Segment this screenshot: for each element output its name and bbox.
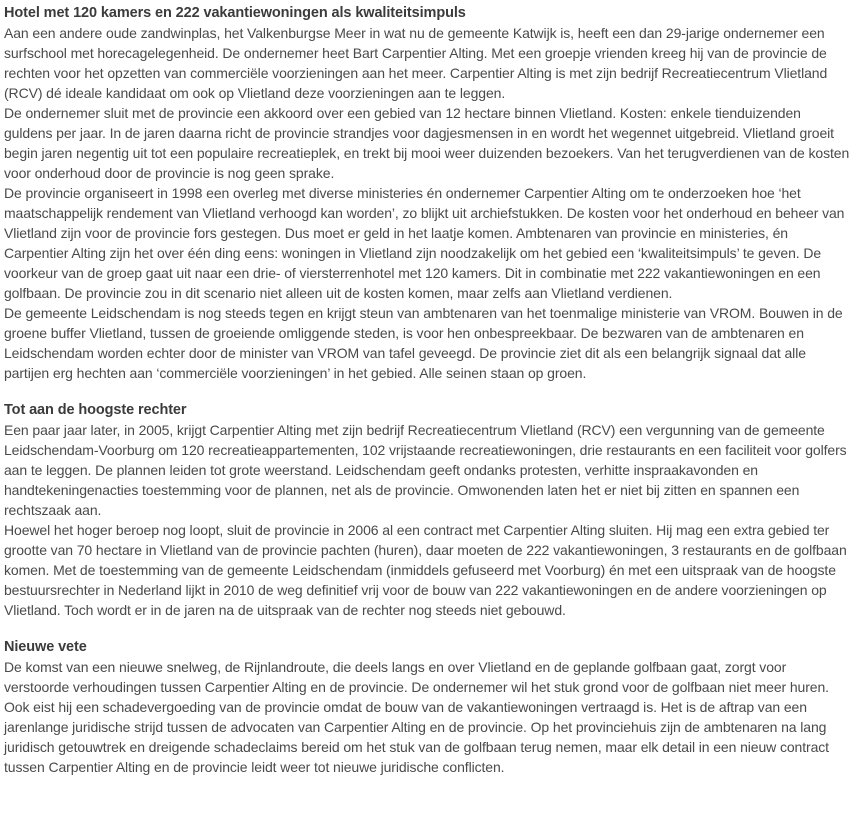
article-section-nieuwe-vete <box>4 637 850 777</box>
paragraph: De komst van een nieuwe snelweg, de Rijnlandroute, die deels langs en over Vlietland en de geplande golfbaan gaat, zorgt voor verstoorde verhoudingen tussen Carpentier Alting en de provincie. De ondernemer wil het stuk grond voor de golfbaan niet meer huren. Ook eist hij een schadevergoeding van de provincie omdat de bouw van de vakantiewoningen vertraagd is. Het is de aftrap van een jarenlange juridische strijd tussen de advocaten van Carpentier Alting en de provincie. Op het provinciehuis zijn de ambtenaren na lang juridisch getouwtrek en dreigende schadeclaims bereid om het stuk van de golfbaan terug nemen, maar elk detail in een nieuw contract tussen Carpentier Alting en de provincie leidt weer tot nieuwe juridische conflicten. <box>4 659 829 775</box>
paragraph: Aan een andere oude zandwinplas, het Valkenburgse Meer in wat nu de gemeente Katwijk is, heeft een dan 29-jarige ondernemer een surfschool met horecagelegenheid. De ondernemer heet Bart Carpentier Alting. Met een groepje vrienden kreeg hij van de provincie de rechten voor het opzetten van commerciële voorzieningen aan het meer. Carpentier Alting is met zijn bedrijf Recreatiecentrum Vlietland (RCV) dé ideale kandidaat om ook op Vlietland deze voorzieningen aan te leggen. <box>4 25 828 101</box>
section-heading: Nieuwe vete <box>4 639 87 655</box>
article-section-hotel <box>4 3 850 383</box>
paragraph: Een paar jaar later, in 2005, krijgt Carpentier Alting met zijn bedrijf Recreatiecentrum Vlietland (RCV) een vergunning van de gemeente Leidschendam-Voorburg om 120 recreatieappartementen, 102 vrijstaande recreatiewoningen, drie restaurants en een faciliteit voor golfers aan te leggen. De plannen leiden tot grote weerstand. Leidschendam geeft ondanks protesten, verhitte inspraakavonden en handtekeningenacties toestemming voor de plannen, net als de provincie. Omwonenden laten het er niet bij zitten en spannen een rechtszaak aan. <box>4 422 847 518</box>
section-heading: Hotel met 120 kamers en 222 vakantiewoningen als kwaliteitsimpuls <box>4 5 466 21</box>
paragraph: Hoewel het hoger beroep nog loopt, sluit de provincie in 2006 al een contract met Carpentier Alting sluiten. Hij mag een extra gebied ter grootte van 70 hectare in Vlietland van de provincie pachten (huren), daar moeten de 222 vakantiewoningen, 3 restaurants en de golfbaan komen. Met de toestemming van de gemeente Leidschendam (inmiddels gefuseerd met Voorburg) én met een uitspraak van de hoogste bestuursrechter in Nederland lijkt in 2010 de weg definitief vrij voor de bouw van 222 vakantiewoningen en de andere voorzieningen op Vlietland. Toch wordt er in de jaren na de uitspraak van de rechter nog steeds niet gebouwd. <box>4 522 847 618</box>
paragraph: De gemeente Leidschendam is nog steeds tegen en krijgt steun van ambtenaren van het toenmalige ministerie van VROM. Bouwen in de groene buffer Vlietland, tussen de groeiende omliggende steden, is voor hen onbespreekbaar. De bezwaren van de ambtenaren en Leidschendam worden echter door de minister van VROM van tafel geveegd. De provincie ziet dit als een belangrijk signaal dat alle partijen erg hechten aan ‘commerciële voorzieningen’ in het gebied. Alle seinen staan op groen. <box>4 305 843 381</box>
paragraph: De provincie organiseert in 1998 een overleg met diverse ministeries én ondernemer Carpentier Alting om te onderzoeken hoe ‘het maatschappelijk rendement van Vlietland verhoogd kan worden’, zo blijkt uit archiefstukken. De kosten voor het onderhoud en beheer van Vlietland zijn voor de provincie fors gestegen. Dus moet er geld in het laatje komen. Ambtenaren van provincie en ministeries, én Carpentier Alting zijn het over één ding eens: woningen in Vlietland zijn noodzakelijk om het gebied een ‘kwaliteitsimpuls’ te geven. De voorkeur van de groep gaat uit naar een drie- of viersterrenhotel met 120 kamers. Dit in combinatie met 222 vakantiewoningen en een golfbaan. De provincie zou in dit scenario niet alleen uit de kosten komen, maar zelfs aan Vlietland verdienen. <box>4 185 845 301</box>
article-section-hoogste-rechter <box>4 400 850 620</box>
paragraph: De ondernemer sluit met de provincie een akkoord over een gebied van 12 hectare binnen Vlietland. Kosten: enkele tienduizenden guldens per jaar. In de jaren daarna richt de provincie strandjes voor dagjesmensen in en wordt het wegennet uitgebreid. Vlietland groeit begin jaren negentig uit tot een populaire recreatieplek, en trekt bij mooi weer duizenden bezoekers. Van het terugverdienen van de kosten voor onderhoud door de provincie is nog geen sprake. <box>4 105 850 181</box>
section-heading: Tot aan de hoogste rechter <box>4 402 187 418</box>
